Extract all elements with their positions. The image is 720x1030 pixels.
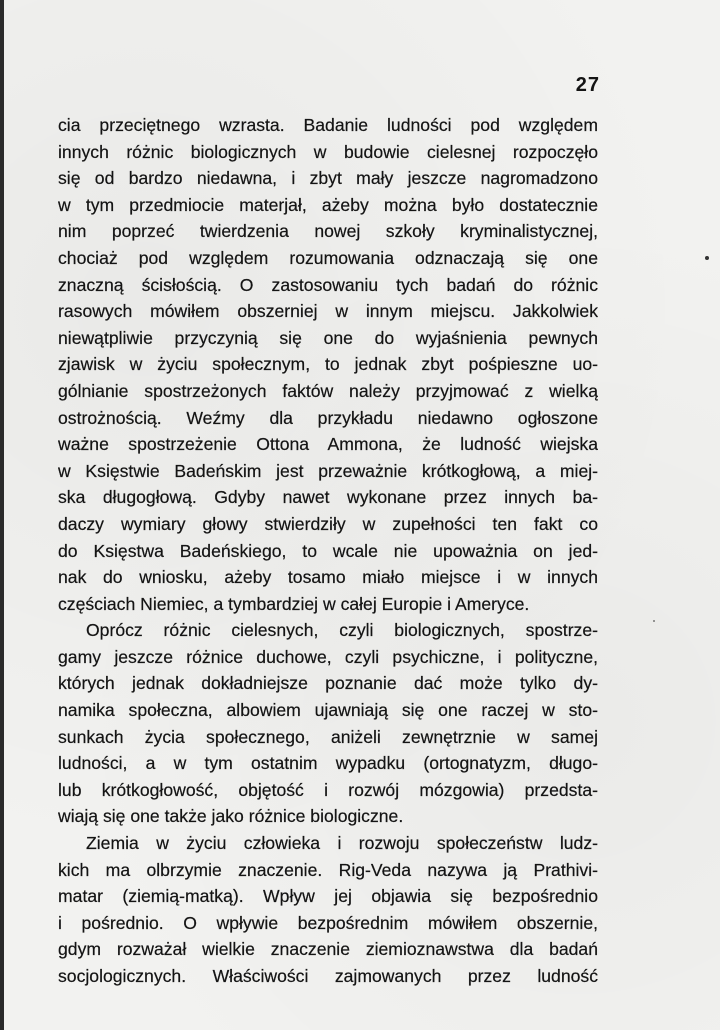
text-line: gamy jeszcze różnice duchowe, czyli psychiczne, i polityczne,: [58, 646, 598, 667]
text-line: nak do wniosku, ażeby tosamo miało miejsce i w innych: [58, 567, 598, 588]
paragraph-start-line: Oprócz różnic cielesnych, czyli biologicznych, spostrze-: [86, 620, 598, 641]
text-line: socjologicznych. Właściwości zajmowanych przez ludność: [58, 966, 598, 986]
text-line: ważne spostrzeżenie Ottona Ammona, że ludność wiejska: [58, 434, 598, 455]
text-line: do Księstwa Badeńskiego, to wcale nie upoważnia on jed-: [58, 540, 598, 561]
margin-speck: [705, 256, 709, 260]
text-line: ludności, a w tym ostatnim wypadku (ortognatyzm, długo-: [58, 753, 598, 774]
text-line: kich ma olbrzymie znaczenie. Rig-Veda nazywa ją Prathivi-: [58, 859, 598, 880]
text-line: niewątpliwie przyczynią się one do wyjaśnienia pewnych: [58, 327, 598, 348]
text-line: innych różnic biologicznych w budowie cielesnej rozpoczęło: [58, 141, 598, 162]
text-line: matar (ziemią-matką). Wpływ jej objawia się bezpośrednio: [58, 886, 598, 907]
body-text: [58, 112, 598, 990]
text-line: rasowych mówiłem obszerniej w innym miejscu. Jakkolwiek: [58, 301, 598, 322]
text-line: i pośrednio. O wpływie bezpośrednim mówiłem obszernie,: [58, 912, 598, 933]
text-line: ostrożnością. Weźmy dla przykładu niedawno ogłoszone: [58, 407, 598, 428]
paragraph-start-line: Ziemia w życiu człowieka i rozwoju społeczeństw ludz-: [86, 833, 598, 854]
text-line: zjawisk w życiu społecznym, to jednak zbyt pośpieszne uo-: [58, 354, 598, 375]
paragraph-end-line: częściach Niemiec, a tymbardziej w całej Europie i Ameryce.: [58, 593, 530, 614]
text-line: gólnianie spostrzeżonych faktów należy przyjmować z wielką: [58, 380, 598, 401]
text-line: gdym rozważał wielkie znaczenie ziemioznawstwa dla badań: [58, 939, 598, 960]
margin-speck: [653, 620, 655, 622]
text-line: cia przeciętnego wzrasta. Badanie ludności pod względem: [58, 115, 598, 135]
text-line: daczy wymiary głowy stwierdziły w zupełności ten fakt co: [58, 513, 598, 534]
page-number: 27: [575, 74, 600, 96]
text-line: chociaż pod względem rozumowania odznaczają się one: [58, 247, 598, 268]
text-line: lub krótkogłowość, objętość i rozwój mózgowia) przedsta-: [58, 779, 598, 800]
text-line: ska długogłową. Gdyby nawet wykonane przez innych ba-: [58, 487, 598, 508]
text-line: nim poprzeć twierdzenia nowej szkoły kryminalistycznej,: [58, 221, 598, 242]
text-line: których jednak dokładniejsze poznanie dać może tylko dy-: [58, 673, 598, 694]
text-line: namika społeczna, albowiem ujawniają się one raczej w sto-: [58, 700, 598, 721]
text-line: sunkach życia społecznego, aniżeli zewnętrznie w samej: [58, 726, 598, 747]
text-line: znaczną ścisłością. O zastosowaniu tych badań do różnic: [58, 274, 598, 295]
page-edge-shadow: [0, 0, 4, 1030]
text-line: w Księstwie Badeńskim jest przeważnie krótkogłową, a miej-: [58, 460, 598, 481]
text-line: w tym przedmiocie materjał, ażeby można było dostatecznie: [58, 194, 598, 215]
text-line: się od bardzo niedawna, i zbyt mały jeszcze nagromadzono: [58, 168, 598, 189]
paragraph-end-line: wiają się one także jako różnice biologiczne.: [58, 806, 404, 827]
